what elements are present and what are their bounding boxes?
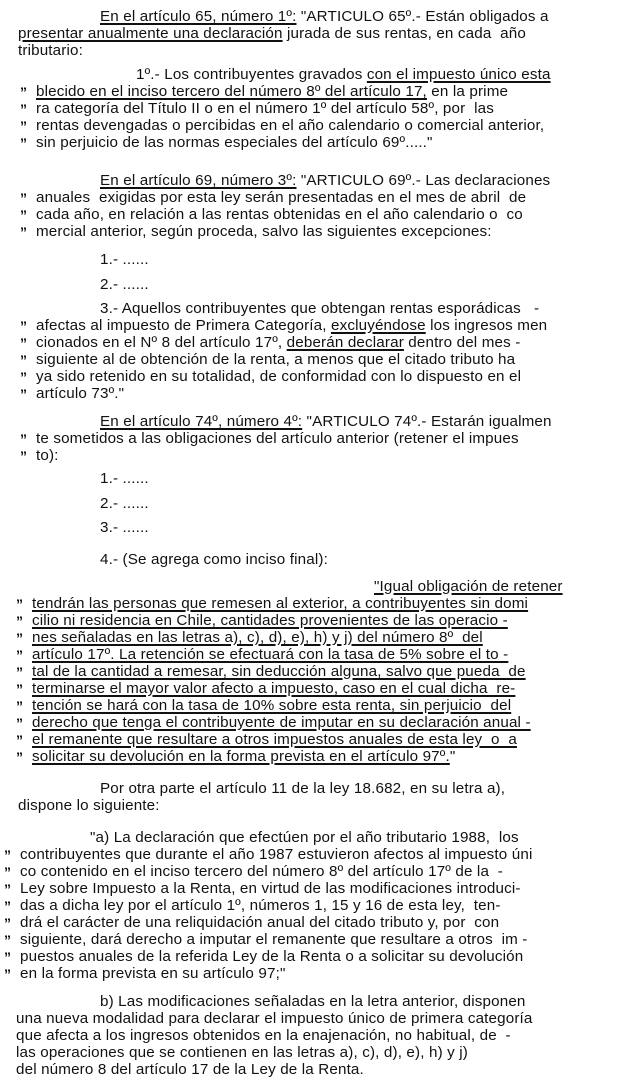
text-run: 4.- (Se agrega como inciso final): [100,551,328,568]
text-line [100,251,149,269]
quote-margin-mark: ” [4,881,11,897]
underlined-text: blecido en el inciso tercero del número 8º del artículo 17, [36,83,427,100]
underlined-text: derecho que tenga el contribuyente de imputar en su declaración anual - [32,714,531,731]
text-run: Ley sobre Impuesto a la Renta, en virtud de las modificaciones introduci- [20,880,521,897]
quote-margin-mark: ” [4,898,11,914]
text-run: artículo 73º." [36,385,125,402]
text-line [20,948,523,966]
text-line [36,351,515,369]
underlined-text: el remanente que resultare a otros impuestos anuales de esta ley o a [32,731,517,748]
quote-margin-mark: ” [4,949,11,965]
text-line [32,612,508,630]
quote-margin-mark: ” [20,101,27,117]
quote-margin-mark: ” [20,224,27,240]
text-line [32,663,526,681]
quote-margin-mark: ” [20,318,27,334]
text-line [36,117,544,135]
underlined-text: terminarse el mayor valor afecto a impuesto, caso en el cual dicha re- [32,680,516,697]
underlined-text: cilio ni residencia en Chile, cantidades provenientes de las operacio - [32,612,508,629]
text-line [20,965,286,983]
text-line [20,914,499,932]
text-run: "ARTICULO 65º.- Están obligados a [296,8,549,25]
text-run: dentro del mes - [403,334,521,351]
text-run: siguiente al de obtención de la renta, a menos que el citado tributo ha [36,351,516,368]
text-run: del número 8 del artículo 17 de la Ley de la Renta. [16,1061,364,1078]
quote-margin-mark: ” [20,369,27,385]
quote-margin-mark: ” [20,190,27,206]
text-line [32,697,511,715]
quote-margin-mark: ” [20,135,27,151]
quote-margin-mark: ” [4,932,11,948]
text-line [100,780,505,798]
text-run: que afecta a los ingresos obtenidos en la enajenación, no habitual, de - [16,1027,511,1044]
text-line [100,300,539,318]
text-line [100,993,526,1011]
text-run: 1.- ...... [100,251,149,268]
text-line [32,595,528,613]
text-line [16,1010,533,1028]
quote-margin-mark: ” [4,847,11,863]
text-run: "a) La declaración que efectúen por el año tributario 1988, los [90,829,519,846]
text-line [20,863,503,881]
text-line [100,551,328,569]
text-run: rentas devengadas o percibidas en el año calendario o comercial anterior, [36,117,545,134]
text-run: Por otra parte el artículo 11 de la ley 18.682, en su letra a), [100,780,506,797]
underlined-text: En el artículo 74º, número 4º: [100,413,303,430]
underlined-text: artículo 17º. La retención se efectuará con la tasa de 5% sobre el to - [32,646,509,663]
text-run: jurada de sus rentas, en cada año [282,25,526,42]
text-line [18,25,526,43]
quote-margin-mark: ” [16,749,23,765]
text-run: afectas al impuesto de Primera Categoría, [36,317,332,334]
text-line [36,385,124,403]
text-line [100,470,149,488]
underlined-text: En el artículo 69, número 3º: [100,172,297,189]
text-line [36,100,494,118]
text-line [100,276,149,294]
text-run: ra categoría del Título II o en el número 1º del artículo 58º, por las [36,100,494,117]
text-run: los ingresos men [425,317,548,334]
text-line [100,172,550,190]
quote-margin-mark: ” [16,715,23,731]
quote-margin-mark: ” [16,630,23,646]
text-run: 3.- ...... [100,519,149,536]
text-run: b) Las modificaciones señaladas en la letra anterior, disponen [100,993,526,1010]
text-line [32,748,455,766]
quote-margin-mark: ” [16,664,23,680]
text-line [36,189,526,207]
underlined-text: "Igual obligación de retener [374,578,563,595]
text-line [36,134,433,152]
text-run: cionados en el Nº 8 del artículo 17º, [36,334,287,351]
underlined-text: tención se hará con la tasa de 10% sobre esta renta, sin perjuicio del [32,697,512,714]
text-run: cada año, en relación a las rentas obtenidas en el año calendario o co [36,206,523,223]
quote-margin-mark: ” [16,596,23,612]
text-run: contribuyentes que durante el año 1987 estuvieron afectos al impuesto úni [20,846,533,863]
text-run: 1.- ...... [100,470,149,487]
underlined-text: En el artículo 65, número 1º: [100,8,297,25]
text-line [18,797,160,815]
quote-margin-mark: ” [20,431,27,447]
quote-margin-mark: ” [20,84,27,100]
text-line [100,495,149,513]
underlined-text: presentar anualmente una declaración [18,25,283,42]
text-run: puestos anuales de la referida Ley de la Renta o a solicitar su devolución [20,948,524,965]
underlined-text: tal de la cantidad a remesar, sin deducción alguna, salvo que pueda de [32,663,526,680]
text-line [32,680,515,698]
text-line [90,829,519,847]
quote-margin-mark: ” [4,864,11,880]
underlined-text: con el impuesto único esta [366,66,551,83]
quote-margin-mark: ” [16,613,23,629]
text-line [36,447,59,465]
text-line [36,317,547,335]
underlined-text: tendrán las personas que remesen al exterior, a contribuyentes sin domi [32,595,529,612]
text-line [36,334,520,352]
text-run: " [449,748,456,765]
text-line [20,897,501,915]
text-line [16,1044,468,1062]
quote-margin-mark: ” [16,647,23,663]
text-run: dispone lo siguiente: [18,797,160,814]
text-line [36,83,508,101]
text-run: to): [36,447,59,464]
text-run: 2.- ...... [100,276,149,293]
text-run: 1º.- Los contribuyentes gravados [136,66,367,83]
text-run: mercial anterior, según proceda, salvo las siguientes excepciones: [36,223,492,240]
underlined-text: nes señaladas en las letras a), c), d), e), h) y j) del número 8º del [32,629,483,646]
quote-margin-mark: ” [16,681,23,697]
text-run: 2.- ...... [100,495,149,512]
text-run: en la prime [426,83,509,100]
text-run: 3.- Aquellos contribuyentes que obtengan rentas esporádicas - [100,300,540,317]
text-line [16,1061,364,1079]
text-line [32,629,483,647]
text-run: das a dicha ley por el artículo 1º, números 1, 15 y 16 de esta ley, ten- [20,897,501,914]
text-run: "ARTICULO 74º.- Estarán igualmen [302,413,552,430]
text-line [32,731,517,749]
quote-margin-mark: ” [20,118,27,134]
text-line [32,714,531,732]
text-line [16,1027,511,1045]
text-run: tributario: [18,42,83,59]
text-run: anuales exigidas por esta ley serán presentadas en el mes de abril de [36,189,527,206]
quote-margin-mark: ” [20,386,27,402]
text-line [36,368,521,386]
text-run: siguiente, dará derecho a imputar el remanente que resultare a otros im - [20,931,528,948]
quote-margin-mark: ” [16,732,23,748]
text-line [32,646,508,664]
text-run: drá el carácter de una reliquidación anual del citado tributo y, por con [20,914,500,931]
underlined-text: excluyéndose [331,317,426,334]
text-line [18,42,83,60]
text-run: "ARTICULO 69º.- Las declaraciones [296,172,551,189]
quote-margin-mark: ” [20,352,27,368]
text-run: sin perjuicio de las normas especiales del artículo 69º....." [36,134,433,151]
quote-margin-mark: ” [4,915,11,931]
text-run: ya sido retenido en su totalidad, de conformidad con lo dispuesto en el [36,368,522,385]
quote-margin-mark: ” [16,698,23,714]
text-run: co contenido en el inciso tercero del número 8º del artículo 17º de la - [20,863,504,880]
text-line [20,880,521,898]
text-line [20,931,528,949]
quote-margin-mark: ” [20,335,27,351]
text-line [100,413,552,431]
quote-margin-mark: ” [4,966,11,982]
text-run: una nueva modalidad para declarar el impuesto único de primera categoría [16,1010,533,1027]
text-line [100,519,149,537]
text-line [36,430,519,448]
text-line [36,223,492,241]
text-line [100,8,549,26]
underlined-text: deberán declarar [286,334,404,351]
underlined-text: solicitar su devolución en la forma prevista en el artículo 97º. [32,748,450,765]
text-run: en la forma prevista en su artículo 97;" [20,965,286,982]
text-line [136,66,551,84]
text-line [374,578,563,596]
text-run: te sometidos a las obligaciones del artículo anterior (retener el impues [36,430,519,447]
text-line [36,206,523,224]
quote-margin-mark: ” [20,207,27,223]
quote-margin-mark: ” [20,448,27,464]
text-run: las operaciones que se contienen en las letras a), c), d), e), h) y j) [16,1044,468,1061]
text-line [20,846,532,864]
